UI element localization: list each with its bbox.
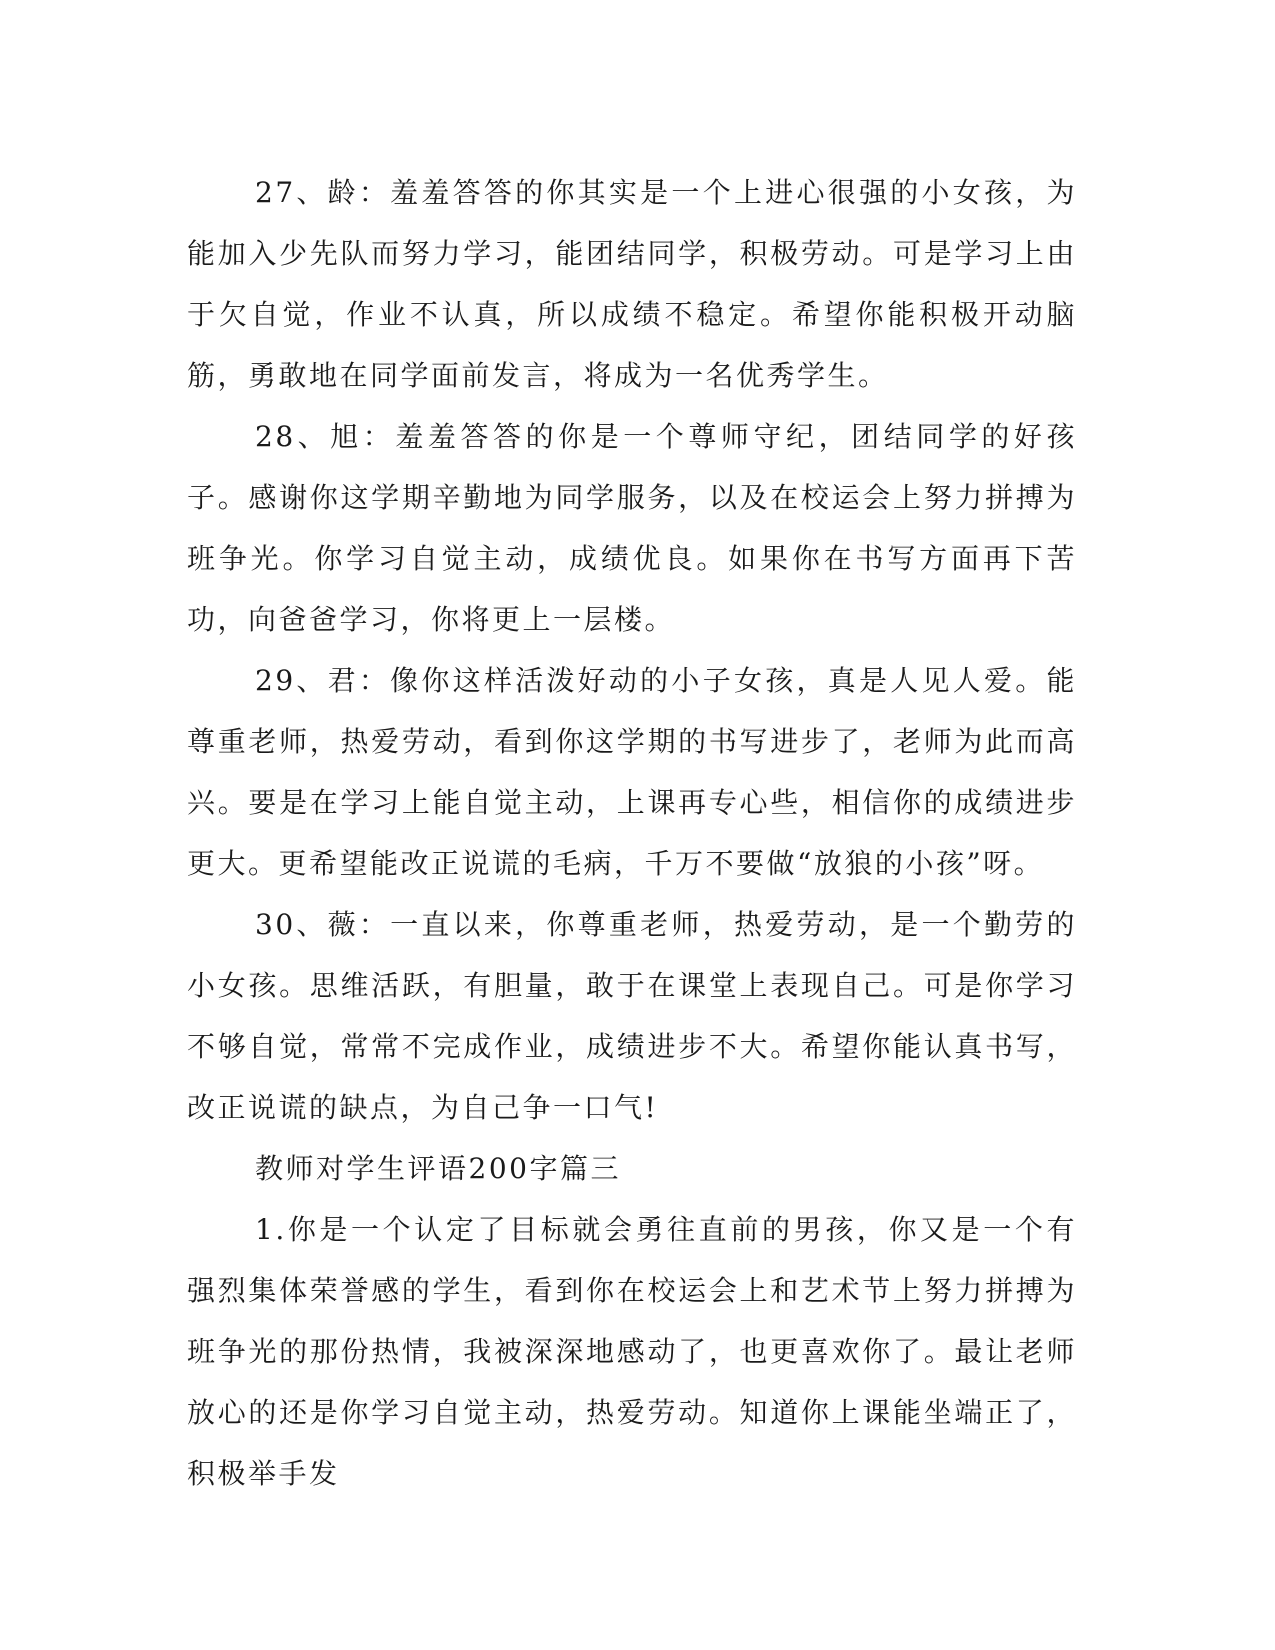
document-body bbox=[187, 162, 1077, 1504]
paragraph-section3-1: 1.你是一个认定了目标就会勇往直前的男孩，你又是一个有强烈集体荣誉感的学生，看到你在校运会上和艺术节上努力拼搏为班争光的那份热情，我被深深地感动了，也更喜欢你了。最让老师放心的还是你学习自觉主动，热爱劳动。知道你上课能坐端正了，积极举手发 bbox=[187, 1213, 1077, 1490]
paragraph-29: 29、君：像你这样活泼好动的小子女孩，真是人见人爱。能尊重老师，热爱劳动，看到你这学期的书写进步了，老师为此而高兴。要是在学习上能自觉主动，上课再专心些，相信你的成绩进步更大。更希望能改正说谎的毛病，千万不要做“放狼的小孩”呀。 bbox=[187, 664, 1077, 880]
section-heading: 教师对学生评语200字篇三 bbox=[255, 1152, 621, 1185]
paragraph-27: 27、龄：羞羞答答的你其实是一个上进心很强的小女孩，为能加入少先队而努力学习，能团结同学，积极劳动。可是学习上由于欠自觉，作业不认真，所以成绩不稳定。希望你能积极开动脑筋，勇敢地在同学面前发言，将成为一名优秀学生。 bbox=[187, 176, 1077, 392]
paragraph-30: 30、薇：一直以来，你尊重老师，热爱劳动，是一个勤劳的小女孩。思维活跃，有胆量，敢于在课堂上表现自己。可是你学习不够自觉，常常不完成作业，成绩进步不大。希望你能认真书写，改正说谎的缺点，为自己争一口气! bbox=[187, 908, 1077, 1124]
paragraph-28: 28、旭：羞羞答答的你是一个尊师守纪，团结同学的好孩子。感谢你这学期辛勤地为同学服务，以及在校运会上努力拼搏为班争光。你学习自觉主动，成绩优良。如果你在书写方面再下苦功，向爸爸学习，你将更上一层楼。 bbox=[187, 420, 1077, 636]
